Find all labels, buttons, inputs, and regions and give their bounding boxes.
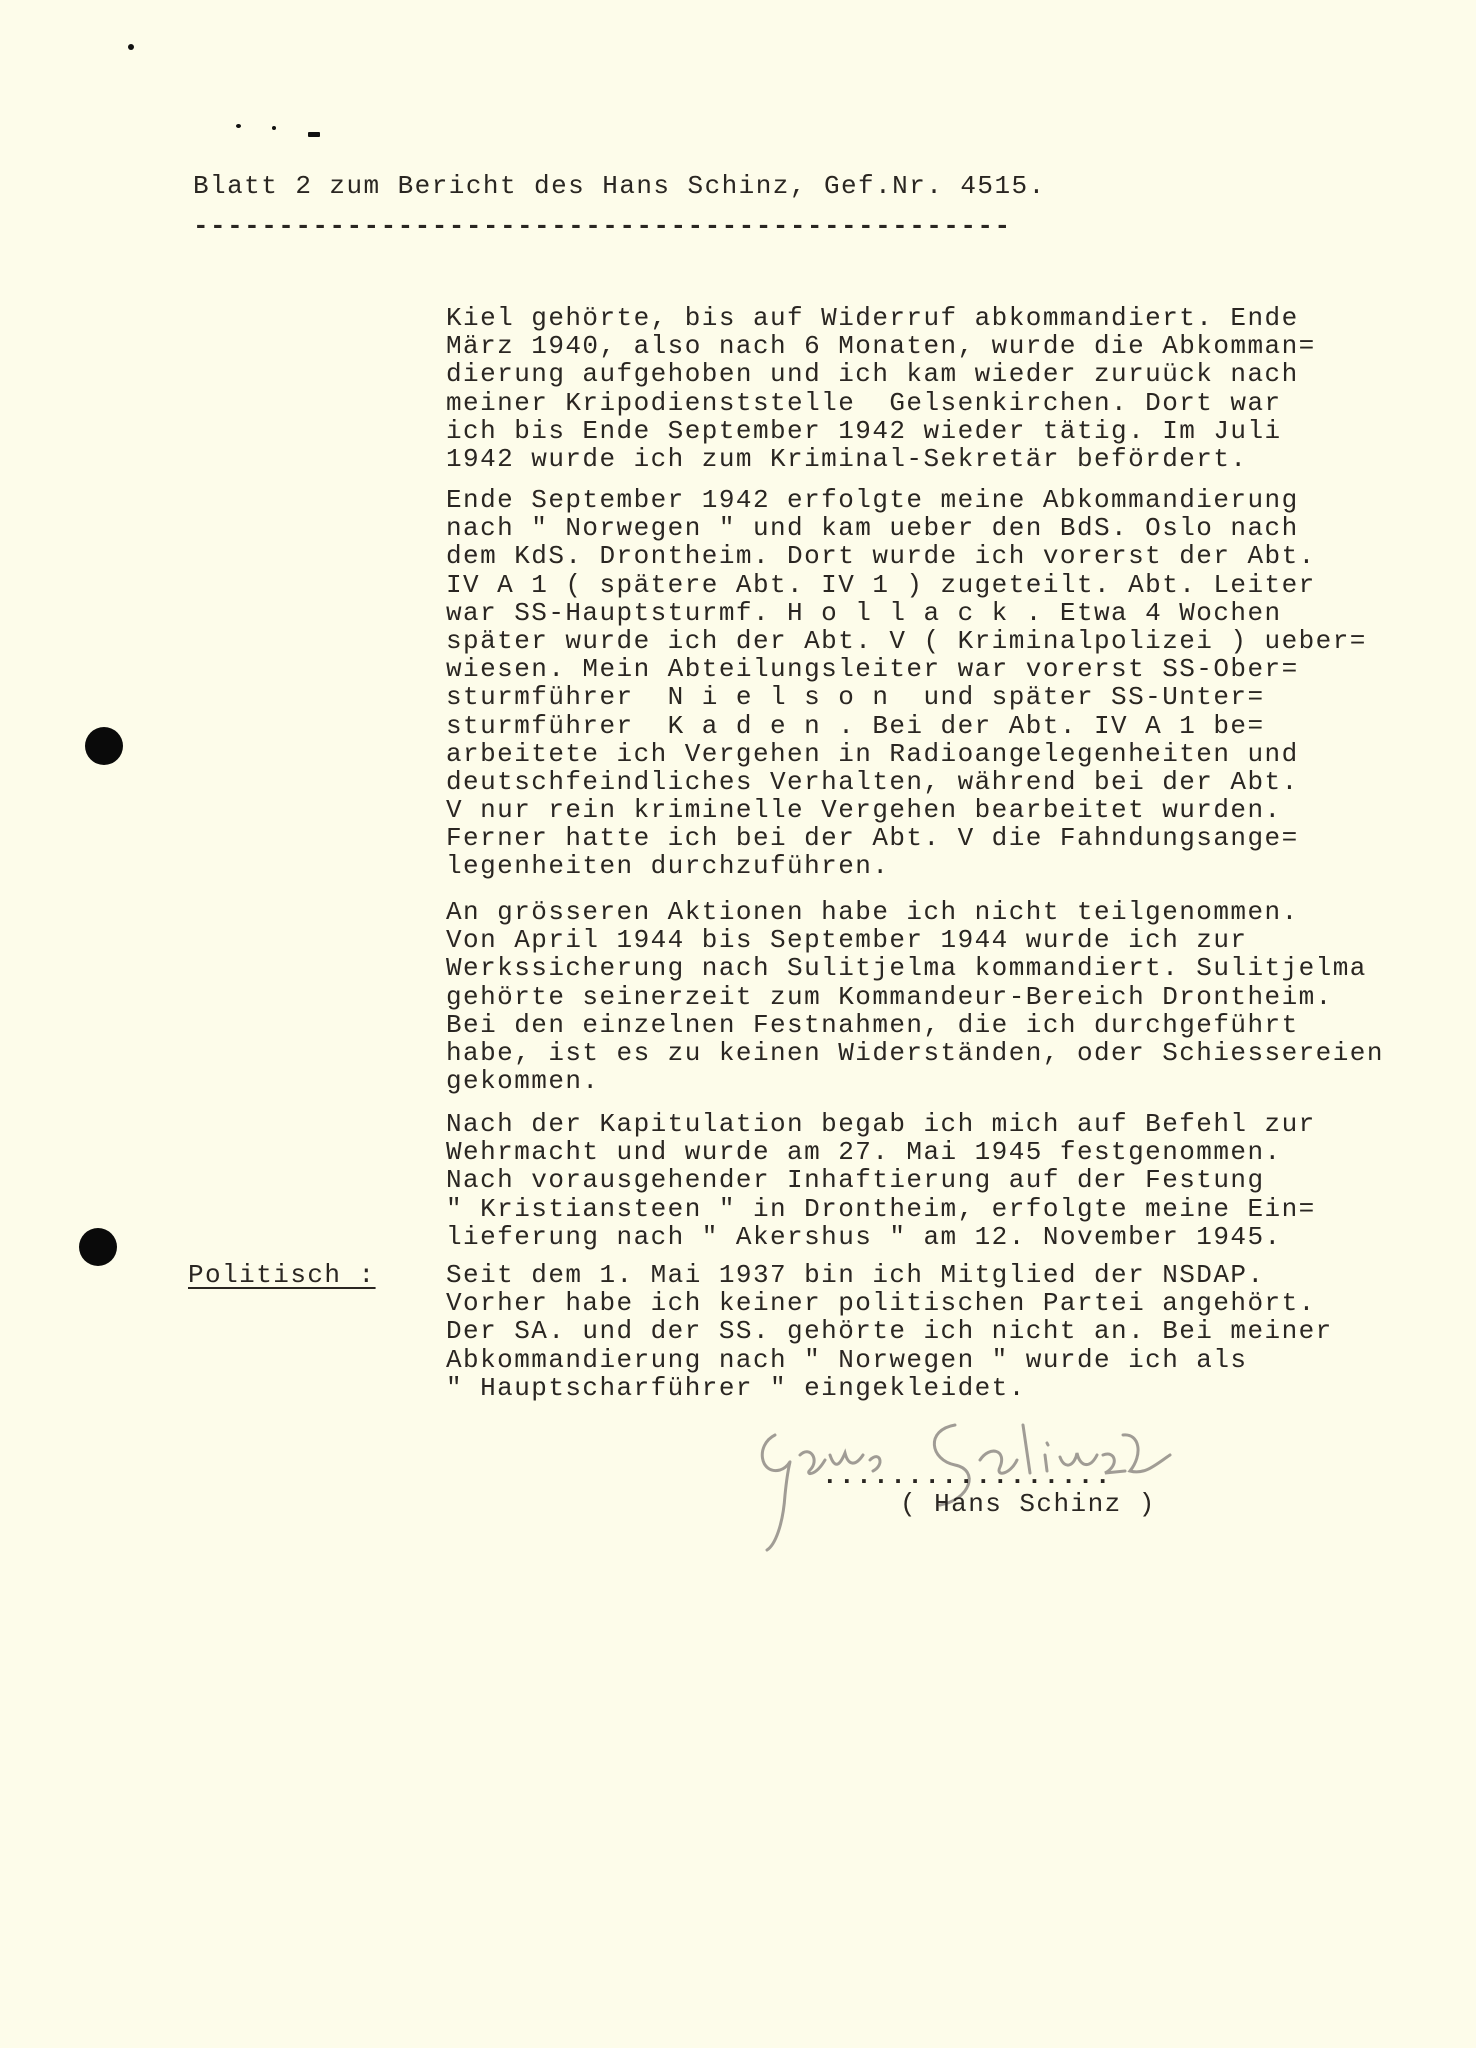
signature-line: .................: [822, 1461, 1112, 1491]
text-line: dierung aufgehoben und ich kam wieder zuruück nach: [446, 359, 1299, 390]
text-line: Wehrmacht und wurde am 27. Mai 1945 festgenommen.: [446, 1137, 1282, 1168]
text-line: " Hauptscharführer " eingekleidet.: [446, 1372, 1026, 1403]
ink-speck: [236, 124, 241, 128]
text-line: sturmführer N i e l s o n und später SS-Unter=: [446, 682, 1265, 713]
text-line: Nach der Kapitulation begab ich mich auf Befehl zur: [446, 1109, 1316, 1139]
text-line: 1942 wurde ich zum Kriminal-Sekretär befördert.: [446, 443, 1248, 474]
text-line: sturmführer K a d e n . Bei der Abt. IV A 1 be=: [446, 710, 1265, 741]
text-line: arbeitete ich Vergehen in Radioangelegenheiten und: [446, 738, 1299, 769]
text-line: Werkssicherung nach Sulitjelma kommandiert. Sulitjelma: [446, 953, 1367, 984]
ink-speck: [128, 44, 134, 50]
text-line: V nur rein kriminelle Vergehen bearbeitet wurden.: [446, 795, 1282, 826]
text-line: gekommen.: [446, 1066, 600, 1097]
punch-hole: [79, 1228, 117, 1266]
punch-hole: [85, 727, 123, 765]
text-line: " Kristiansteen " in Drontheim, erfolgte meine Ein=: [446, 1193, 1316, 1224]
text-line: legenheiten durchzuführen.: [446, 851, 890, 882]
text-line: lieferung nach " Akershus " am 12. November 1945.: [446, 1221, 1282, 1252]
text-line: An grösseren Aktionen habe ich nicht teilgenommen.: [446, 897, 1299, 927]
text-line: dem KdS. Drontheim. Dort wurde ich vorerst der Abt.: [446, 541, 1316, 572]
ink-speck: [272, 126, 276, 130]
text-line: gehörte seinerzeit zum Kommandeur-Bereich Drontheim.: [446, 981, 1333, 1012]
politisch-label: Politisch :: [188, 1260, 376, 1290]
text-line: später wurde ich der Abt. V ( Kriminalpolizei ) ueber=: [446, 625, 1367, 656]
text-line: Nach vorausgehender Inhaftierung auf der Festung: [446, 1165, 1265, 1196]
text-line: Ferner hatte ich bei der Abt. V die Fahndungsange=: [446, 823, 1299, 854]
text-line: deutschfeindliches Verhalten, während bei der Abt.: [446, 766, 1299, 797]
text-line: war SS-Hauptsturmf. H o l l a c k . Etwa 4 Wochen: [446, 597, 1282, 628]
paragraph-2: [446, 486, 1367, 881]
paragraph-3: [446, 898, 1384, 1095]
text-line: nach " Norwegen " und kam ueber den BdS. Oslo nach: [446, 513, 1299, 544]
text-line: Abkommandierung nach " Norwegen " wurde ich als: [446, 1344, 1248, 1375]
header-underline: ------------------------------------------------: [193, 211, 1012, 241]
text-line: Von April 1944 bis September 1944 wurde ich zur: [446, 925, 1248, 956]
text-line: Vorher habe ich keiner politischen Partei angehört.: [446, 1288, 1316, 1319]
paragraph-1: [446, 304, 1316, 473]
page-header: Blatt 2 zum Bericht des Hans Schinz, Gef.Nr. 4515.: [193, 171, 1046, 201]
text-line: meiner Kripodienststelle Gelsenkirchen. Dort war: [446, 387, 1282, 418]
text-line: IV A 1 ( spätere Abt. IV 1 ) zugeteilt. Abt. Leiter: [446, 569, 1316, 600]
text-line: Ende September 1942 erfolgte meine Abkommandierung: [446, 485, 1299, 515]
signature-name: ( Hans Schinz ): [900, 1489, 1156, 1519]
text-line: Kiel gehörte, bis auf Widerruf abkommandiert. Ende: [446, 303, 1299, 333]
text-line: wiesen. Mein Abteilungsleiter war vorerst SS-Ober=: [446, 654, 1299, 685]
text-line: habe, ist es zu keinen Widerständen, oder Schiessereien: [446, 1037, 1384, 1068]
text-line: ich bis Ende September 1942 wieder tätig. Im Juli: [446, 415, 1282, 446]
text-line: Der SA. und der SS. gehörte ich nicht an. Bei meiner: [446, 1316, 1333, 1347]
paragraph-4: [446, 1110, 1316, 1251]
paragraph-politisch: [446, 1261, 1333, 1402]
text-line: März 1940, also nach 6 Monaten, wurde die Abkomman=: [446, 331, 1316, 362]
text-line: Seit dem 1. Mai 1937 bin ich Mitglied der NSDAP.: [446, 1260, 1265, 1290]
text-line: Bei den einzelnen Festnahmen, die ich durchgeführt: [446, 1009, 1299, 1040]
ink-speck: [308, 132, 320, 137]
